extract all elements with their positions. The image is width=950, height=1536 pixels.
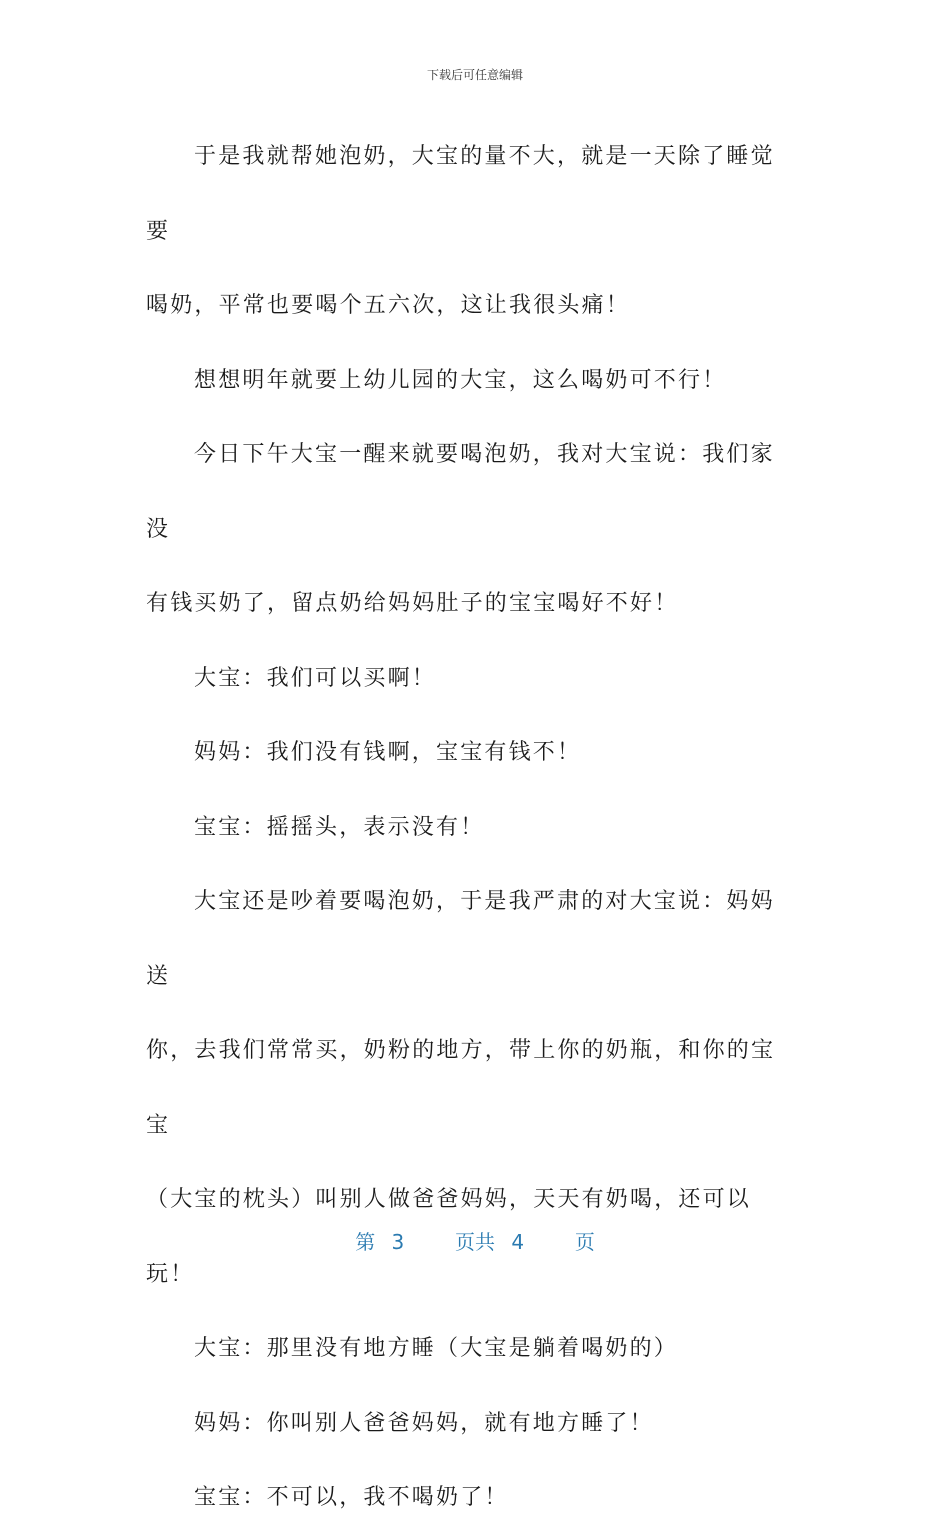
paragraph-line: 大宝：那里没有地方睡（大宝是躺着喝奶的） <box>194 1336 679 1361</box>
paragraph <box>146 1387 796 1462</box>
paragraph <box>146 1312 796 1387</box>
paragraph <box>146 344 796 419</box>
paragraph-line: 有钱买奶了，留点奶给妈妈肚子的宝宝喝好不好！ <box>146 591 679 616</box>
document-body <box>146 120 796 1536</box>
paragraph-line: 喝奶，平常也要喝个五六次，这让我很头痛！ <box>146 293 631 318</box>
paragraph-line: 大宝还是吵着要喝泡奶，于是我严肃的对大宝说：妈妈送 <box>146 889 775 989</box>
page-header-note: 下载后可任意编辑 <box>426 68 523 82</box>
paragraph-line: 今日下午大宝一醒来就要喝泡奶，我对大宝说：我们家没 <box>146 442 775 542</box>
page-suffix: 页 <box>574 1230 595 1254</box>
paragraph-line: 于是我就帮她泡奶，大宝的量不大，就是一天除了睡觉要 <box>146 144 775 244</box>
paragraph <box>146 716 796 791</box>
paragraph-line: 妈妈：我们没有钱啊，宝宝有钱不！ <box>194 740 582 765</box>
paragraph <box>146 791 796 866</box>
paragraph-line: 你，去我们常常买，奶粉的地方，带上你的奶瓶，和你的宝宝 <box>146 1038 776 1138</box>
paragraph-line: 宝宝：不可以，我不喝奶了！ <box>194 1485 509 1510</box>
paragraph-line: 宝宝：摇摇头，表示没有！ <box>194 814 485 840</box>
paragraph <box>146 418 796 642</box>
paragraph <box>146 1461 796 1536</box>
paragraph-line: （大宝的枕头）叫别人做爸爸妈妈，天天有奶喝，还可以玩！ <box>146 1187 752 1287</box>
page-middle: 页共 <box>455 1230 495 1254</box>
paragraph <box>146 120 796 344</box>
page-number-footer <box>0 1226 950 1255</box>
paragraph-line: 妈妈：你叫别人爸爸妈妈，就有地方睡了！ <box>194 1410 654 1436</box>
current-page-number: 3 <box>391 1230 405 1254</box>
paragraph-line: 大宝：我们可以买啊！ <box>194 665 437 691</box>
paragraph <box>146 642 796 717</box>
total-page-count: 4 <box>511 1230 525 1254</box>
paragraph-line: 想想明年就要上幼儿园的大宝，这么喝奶可不行！ <box>194 367 727 393</box>
page-prefix: 第 <box>355 1230 376 1254</box>
